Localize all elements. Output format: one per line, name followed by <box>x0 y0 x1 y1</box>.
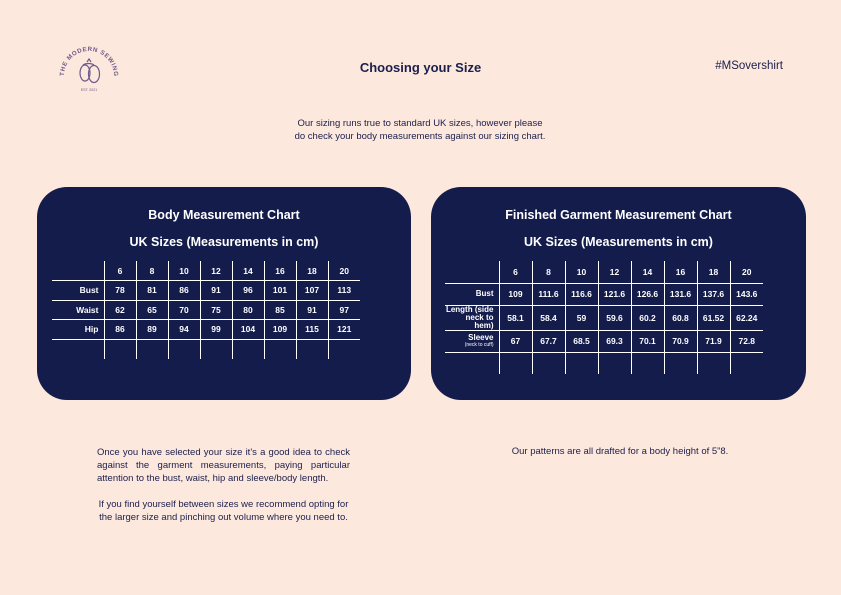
logo-arc-text: THE MODERN SEWING <box>58 45 120 77</box>
size-header: 12 <box>598 261 631 283</box>
corner-cell <box>52 261 104 281</box>
cell: 71.9 <box>697 330 730 352</box>
intro-line-1: Our sizing runs true to standard UK sizes, however please <box>297 118 543 129</box>
size-header: 16 <box>664 261 697 283</box>
cell: 68.5 <box>565 330 598 352</box>
size-header: 14 <box>631 261 664 283</box>
cell: 91 <box>200 281 232 301</box>
cell: 62 <box>104 300 136 320</box>
cell <box>598 352 631 374</box>
table-row <box>52 281 360 301</box>
row-label: Bust <box>52 281 104 301</box>
size-header: 12 <box>200 261 232 281</box>
size-header: 8 <box>136 261 168 281</box>
cell: 69.3 <box>598 330 631 352</box>
fitting-notes <box>97 446 350 537</box>
cell: 67 <box>499 330 532 352</box>
notes-paragraph-1: Once you have selected your size it's a good idea to check against the garment measurements, paying particular attention to the bust, waist, hip and sleeve/body length. <box>97 447 350 484</box>
cell: 59.6 <box>598 305 631 330</box>
cell: 70.1 <box>631 330 664 352</box>
body-measurement-card <box>37 187 411 400</box>
row-label: Hip <box>52 320 104 340</box>
body-chart-subtitle: UK Sizes (Measurements in cm) <box>129 235 319 249</box>
cell <box>168 339 200 359</box>
cell: 89 <box>136 320 168 340</box>
table-row-empty <box>445 352 763 374</box>
body-height-note: Our patterns are all drafted for a body height of 5”8. <box>511 446 729 457</box>
cell: 81 <box>136 281 168 301</box>
cell <box>532 352 565 374</box>
cell: 58.4 <box>532 305 565 330</box>
garment-chart-subtitle: UK Sizes (Measurements in cm) <box>524 235 713 249</box>
cell: 115 <box>296 320 328 340</box>
cell: 60.2 <box>631 305 664 330</box>
cell <box>296 339 328 359</box>
cell: 109 <box>264 320 296 340</box>
cell: 61.52 <box>697 305 730 330</box>
cell: 137.6 <box>697 283 730 305</box>
table-row <box>445 330 763 352</box>
garment-chart-title: Finished Garment Measurement Chart <box>505 208 732 222</box>
size-header: 16 <box>264 261 296 281</box>
cell <box>200 339 232 359</box>
cell: 62.24 <box>730 305 763 330</box>
size-header: 10 <box>168 261 200 281</box>
cell: 97 <box>328 300 360 320</box>
cell: 116.6 <box>565 283 598 305</box>
cell: 58.1 <box>499 305 532 330</box>
row-label: Length (side neck to hem) <box>445 305 499 330</box>
body-chart-title: Body Measurement Chart <box>148 208 300 222</box>
cell: 113 <box>328 281 360 301</box>
cell: 80 <box>232 300 264 320</box>
cell: 60.8 <box>664 305 697 330</box>
cell <box>631 352 664 374</box>
cell: 91 <box>296 300 328 320</box>
cell <box>52 339 104 359</box>
size-header: 6 <box>499 261 532 283</box>
cell: 65 <box>136 300 168 320</box>
logo-est-text: EST. 2021 <box>80 88 98 92</box>
garment-measurement-card <box>431 187 806 400</box>
table-row-empty <box>52 339 360 359</box>
cell <box>664 352 697 374</box>
page-title: Choosing your Size <box>359 60 482 75</box>
corner-cell <box>445 261 499 283</box>
cell: 131.6 <box>664 283 697 305</box>
size-header-row <box>445 261 763 283</box>
cell: 85 <box>264 300 296 320</box>
cell <box>445 352 499 374</box>
cell: 96 <box>232 281 264 301</box>
cell <box>328 339 360 359</box>
cell: 78 <box>104 281 136 301</box>
cell <box>104 339 136 359</box>
row-label-sub: (neck to cuff) <box>464 342 494 348</box>
cell: 75 <box>200 300 232 320</box>
cell: 109 <box>499 283 532 305</box>
size-header: 20 <box>328 261 360 281</box>
cell <box>136 339 168 359</box>
cell: 94 <box>168 320 200 340</box>
cell <box>232 339 264 359</box>
cell: 59 <box>565 305 598 330</box>
table-row <box>52 300 360 320</box>
size-header: 6 <box>104 261 136 281</box>
table-row <box>52 320 360 340</box>
cell: 86 <box>104 320 136 340</box>
body-measurement-table <box>52 261 360 359</box>
cell: 70 <box>168 300 200 320</box>
intro-text <box>270 117 570 143</box>
garment-measurement-table <box>445 261 763 374</box>
row-label: Bust <box>445 283 499 305</box>
table-row <box>445 283 763 305</box>
row-label: Waist <box>52 300 104 320</box>
row-label <box>445 330 499 352</box>
size-header: 8 <box>532 261 565 283</box>
cell <box>499 352 532 374</box>
cell: 121.6 <box>598 283 631 305</box>
cell: 107 <box>296 281 328 301</box>
cell: 86 <box>168 281 200 301</box>
cell: 67.7 <box>532 330 565 352</box>
cell: 72.8 <box>730 330 763 352</box>
cell <box>264 339 296 359</box>
notes-paragraph-2: If you find yourself between sizes we recommend opting for the larger size and pinching out volume where you need to. <box>98 499 349 523</box>
size-header-row <box>52 261 360 281</box>
intro-line-2: do check your body measurements against our sizing chart. <box>294 131 546 142</box>
size-header: 18 <box>296 261 328 281</box>
cell <box>730 352 763 374</box>
size-header: 10 <box>565 261 598 283</box>
size-header: 18 <box>697 261 730 283</box>
cell <box>565 352 598 374</box>
cell: 104 <box>232 320 264 340</box>
cell: 126.6 <box>631 283 664 305</box>
size-header: 14 <box>232 261 264 281</box>
cell: 121 <box>328 320 360 340</box>
hashtag: #MSovershirt <box>715 60 783 72</box>
cell: 99 <box>200 320 232 340</box>
table-row <box>445 305 763 330</box>
row-label-main: Sleeve <box>468 333 494 342</box>
cell: 143.6 <box>730 283 763 305</box>
size-header: 20 <box>730 261 763 283</box>
cell: 101 <box>264 281 296 301</box>
cell: 111.6 <box>532 283 565 305</box>
cell <box>697 352 730 374</box>
cell: 70.9 <box>664 330 697 352</box>
